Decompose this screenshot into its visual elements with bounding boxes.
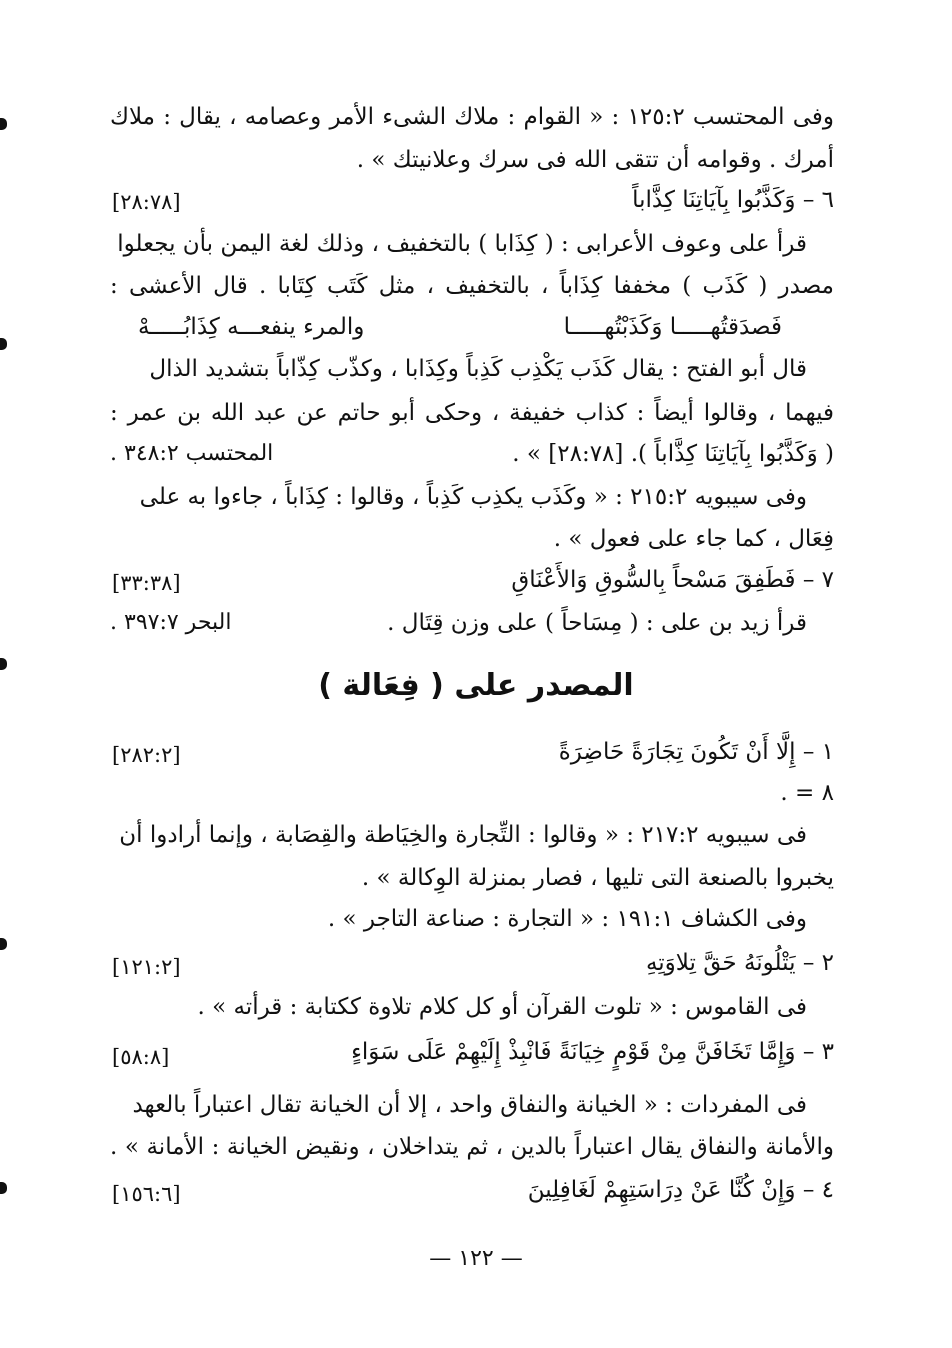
text-line: فيهما ، وقالوا أيضاً : كذاب خفيفة ، وحكى أبو حاتم عن عبد الله بن عمر : [110,400,834,426]
quran-verse: ٣ – وَإِمَّا تَخَافَنَّ مِنْ قَوْمٍ خِيَانَةً فَانْبِذْ إِلَيْهِمْ عَلَى سَوَاءٍ [351,1039,834,1065]
quran-verse: ٢ – يَتْلُونَهُ حَقَّ تِلاوَتِهِ [645,950,834,976]
count-line: ٨ = . [780,780,834,806]
text-line: مصدر ( كَذَب ) مخففا كِذَاباً ، بالتخفيف ، مثل كَتَب كِتَابا . قال الأعشى : [110,273,834,299]
margin-mark [0,338,7,350]
poem-first-half: فَصدَقتُهـــــا وَكَذَبْتُهـــــا [563,314,782,340]
text-line: والأمانة والنفاق يقال اعتباراً بالدين ، ثم يتداخلان ، ونقيض الخيانة : الأمانة » . [110,1134,834,1160]
quran-verse: ٧ – فَطَفِقَ مَسْحاً بِالسُّوقِ وَالأَعْنَاقِ [511,567,834,593]
text-line: فى سيبويه ٢١٧:٢ : « وقالوا : التِّجارة والخِيَاطة والقِصَابة ، وإنما أرادوا أن [119,822,807,848]
source-note: المحتسب ٣٤٨:٢ . [110,441,274,466]
text-line: وفى سيبويه ٢١٥:٢ : « وكَذَب يكذِب كَذِباً ، وقالوا : كِذَاباً ، جاءوا به على [139,484,807,510]
verse-reference: [٣٣:٣٨] [112,571,181,595]
text-line: وفى المحتسب ١٢٥:٢ : « القوام : ملاك الشىء الأمر وعصامه ، يقال : ملاك [110,104,834,130]
text-line: قرأ زيد بن على : ( مِسَاحاً ) على وزن قِتَال . [387,610,807,636]
verse-reference: [١٢١:٢] [112,955,181,979]
text-line: ( وَكَذَّبُوا بِآيَاتِنَا كِذَّاباً ). [٢٨:٧٨] » . [512,441,834,467]
margin-mark [0,1182,7,1194]
section-heading: المصدر على ( فِعَالة ) [318,668,634,703]
text-line: قال أبو الفتح : يقال كَذَب يَكْذِب كَذِباً وكِذَابا ، وكذّب كِذّاباً بتشديد الذال [149,356,807,382]
text-line: يخبروا بالصنعة التى تليها ، فصار بمنزلة الوِكالة » . [361,865,834,891]
text-line: فى المفردات : « الخيانة والنفاق واحد ، إلا أن الخيانة تقال اعتباراً بالعهد [132,1092,807,1118]
page-number: — ١٢٢ — [429,1246,523,1271]
quran-verse: ١ – إِلَّا أَنْ تَكُونَ تِجَارَةً حَاضِرَةً [558,739,834,765]
quran-verse: ٦ – وَكَذَّبُوا بِآيَاتِنَا كِذَّاباً [632,187,834,213]
verse-reference: [٢٨٢:٢] [112,743,181,767]
poem-second-half: والمرء ينفعـــه كِذَابُـــــهْ [138,314,365,340]
text-line: أمرك . وقوامه أن تتقى الله فى سرك وعلانيتك » . [356,147,834,173]
text-line: فِعَال ، كما جاء على فعول » . [553,526,834,552]
margin-mark [0,938,7,950]
margin-mark [0,118,7,130]
verse-reference: [٥٨:٨] [112,1045,170,1069]
verse-reference: [٢٨:٧٨] [112,190,181,214]
text-line: فى القاموس : « تلوت القرآن أو كل كلام تلاوة ككتابة : قرأته » . [197,994,807,1020]
source-note: البحر ٣٩٧:٧ . [110,610,232,635]
quran-verse: ٤ – وَإِنْ كُنَّا عَنْ دِرَاسَتِهِمْ لَغَافِلِينَ [527,1177,834,1203]
text-line: وفى الكشاف ١٩١:١ : « التجارة : صناعة التاجر » . [327,906,807,932]
text-line: قرأ على وعوف الأعرابى : ( كِذَابا ) بالتخفيف ، وذلك لغة اليمن بأن يجعلوا [117,231,807,257]
verse-reference: [١٥٦:٦] [112,1182,181,1206]
